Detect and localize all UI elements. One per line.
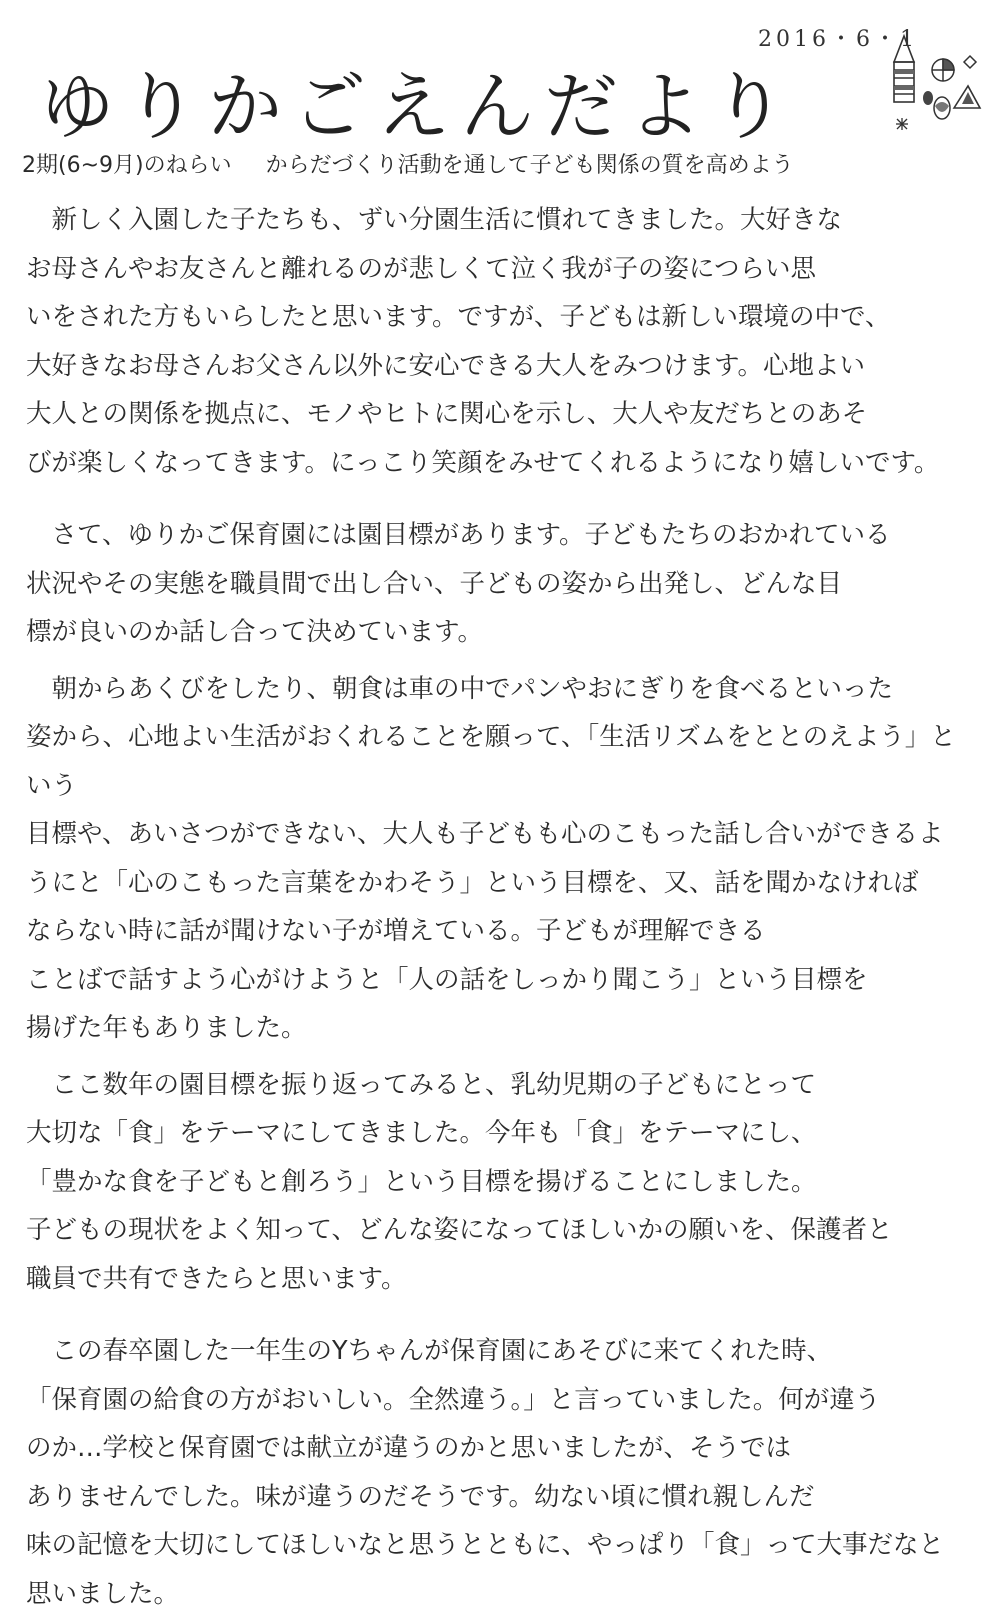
paragraph-1: 新しく入園した子たちも、ずい分園生活に慣れてきました。大好きな お母さんやお友さんと離れるのが悲しくて泣く我が子の姿につらい思 いをされた方もいらしたと思います。ですが、子どもは新しい環境の中で、 大好きなお母さんお父さん以外に安心できる大人をみつけます。心地よい 大人との関係を拠点に、モノやヒトに関心を示し、大人や友だちとのあそ びが楽しくなってきます。にっこり笑顔をみせてくれるようになり嬉しいです。 — [26, 205, 940, 478]
term-aims-text: からだづくり活動を通して子ども関係の質を高めよう — [265, 153, 794, 178]
newsletter-title: ゆりかごえんだより — [40, 64, 796, 150]
paragraph-5: この春卒園した一年生のYちゃんが保育園にあそびに来てくれた時、 「保育園の給食の方がおいしい。全然違う。」と言っていました。何が違う のか…学校と保育園では献立が違うのかと思いましたが、そうでは ありませんでした。味が違うのだそうです。幼ない頃に慣れ親しんだ 味の記憶を大切にしてほしいなと思うとともに、やっぱり「食」って大事だなと 思いました。 — [26, 1336, 945, 1609]
term-aims — [22, 148, 992, 179]
term-aims-label: 2期(6~9月)のねらい — [22, 153, 232, 178]
newsletter-body — [26, 196, 976, 1618]
paragraph-4: ここ数年の園目標を振り返ってみると、乳幼児期の子どもにとって 大切な「食」をテーマにしてきました。今年も「食」をテーマにし、 「豊かな食を子どもと創ろう」という目標を揚げることにしました。 子どもの現状をよく知って、どんな姿になってほしいかの願いを、保護者と 職員で共有できたらと思います。 — [26, 1069, 893, 1294]
paragraph-2: さて、ゆりかご保育園には園目標があります。子どもたちのおかれている 状況やその実態を職員間で出し合い、子どもの姿から出発し、どんな目 標が良いのか話し合って決めています。 — [26, 520, 891, 647]
newsletter-date: 2016・6・1 — [758, 27, 918, 52]
paragraph-3: 朝からあくびをしたり、朝食は車の中でパンやおにぎりを食べるといった 姿から、心地よい生活がおくれることを願って、「生活リズムをととのえよう」という 目標や、あいさつができない、大人も子どもも心のこもった話し合いができるよ うにと「心のこもった言葉をかわそう」という目標を、又、話を聞かなければ ならない時に話が聞けない子が増えている。子どもが理解できる ことばで話すよう心がけようと「人の話をしっかり聞こう」という目標を 揚げた年もありました。 — [26, 673, 956, 1043]
doodle-shapes-icon — [880, 30, 985, 135]
